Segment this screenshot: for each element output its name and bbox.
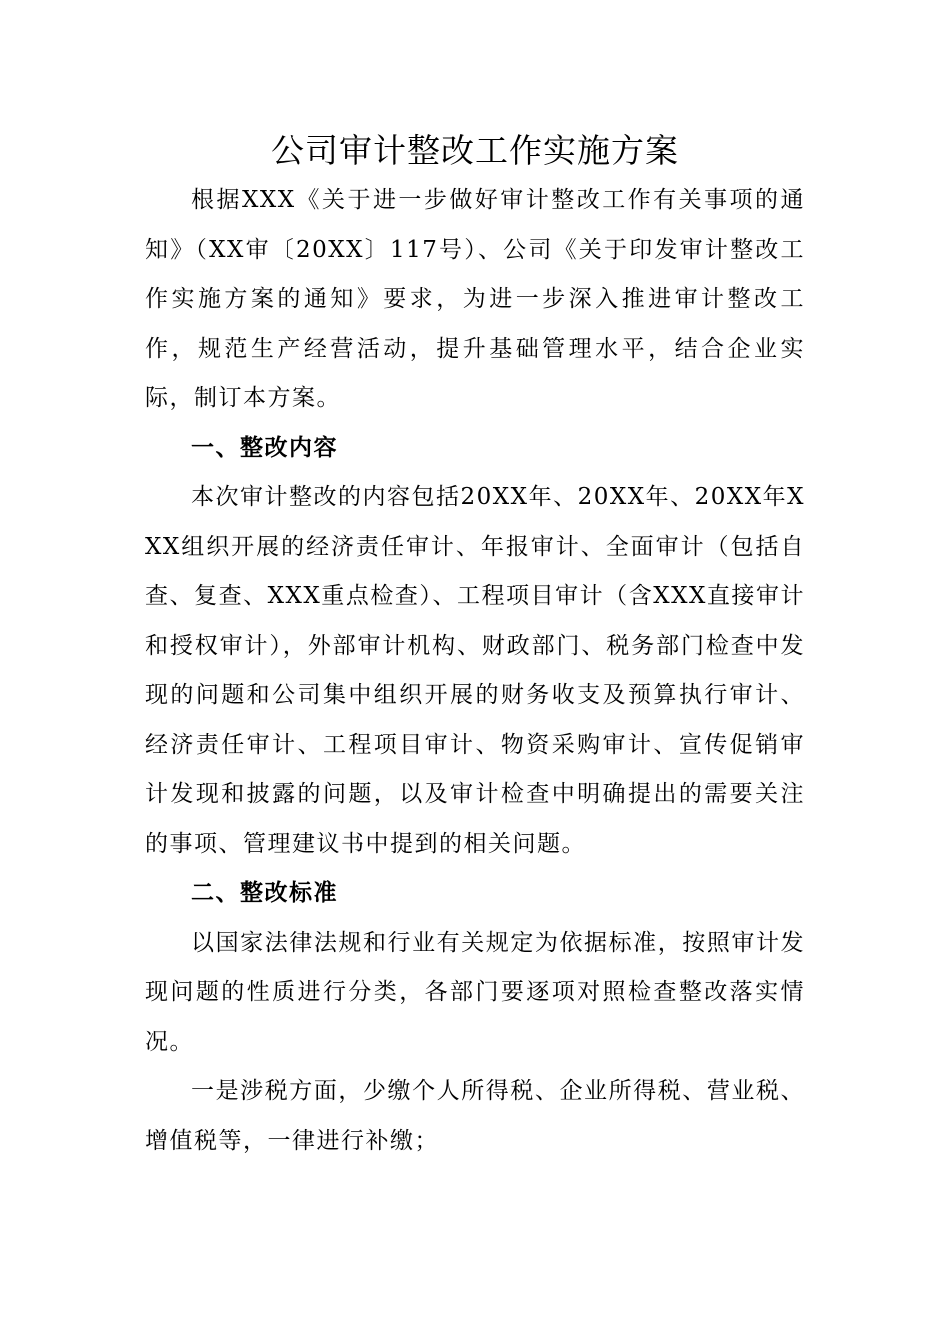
document-body — [145, 176, 805, 1166]
section-heading-rectification-standard: 二、整改标准 — [191, 880, 338, 906]
section-heading-rectification-content: 一、整改内容 — [191, 434, 338, 461]
rectification-standard-paragraph: 以国家法律法规和行业有关规定为依据标准，按照审计发现问题的性质进行分类，各部门要逐项对照检查整改落实情况。 — [145, 929, 805, 1055]
intro-paragraph: 根据XXX《关于进一步做好审计整改工作有关事项的通知》（XX审〔20XX〕117号）、公司《关于印发审计整改工作实施方案的通知》要求，为进一步深入推进审计整改工作，规范生产经营活动，提升基础管理水平，结合企业实际，制订本方案。 — [145, 187, 805, 411]
rectification-content-paragraph: 本次审计整改的内容包括20XX年、20XX年、20XX年XXX组织开展的经济责任审计、年报审计、全面审计（包括自查、复查、XXX重点检查）、工程项目审计（含XXX直接审计和授权审计），外部审计机构、财政部门、税务部门检查中发现的问题和公司集中组织开展的财务收支及预算执行审计、经济责任审计、工程项目审计、物资采购审计、宣传促销审计发现和披露的问题，以及审计检查中明确提出的需要关注的事项、管理建议书中提到的相关问题。 — [145, 484, 805, 857]
document-title: 公司审计整改工作实施方案 — [271, 131, 679, 170]
tax-item-paragraph: 一是涉税方面，少缴个人所得税、企业所得税、营业税、增值税等，一律进行补缴； — [145, 1078, 805, 1154]
